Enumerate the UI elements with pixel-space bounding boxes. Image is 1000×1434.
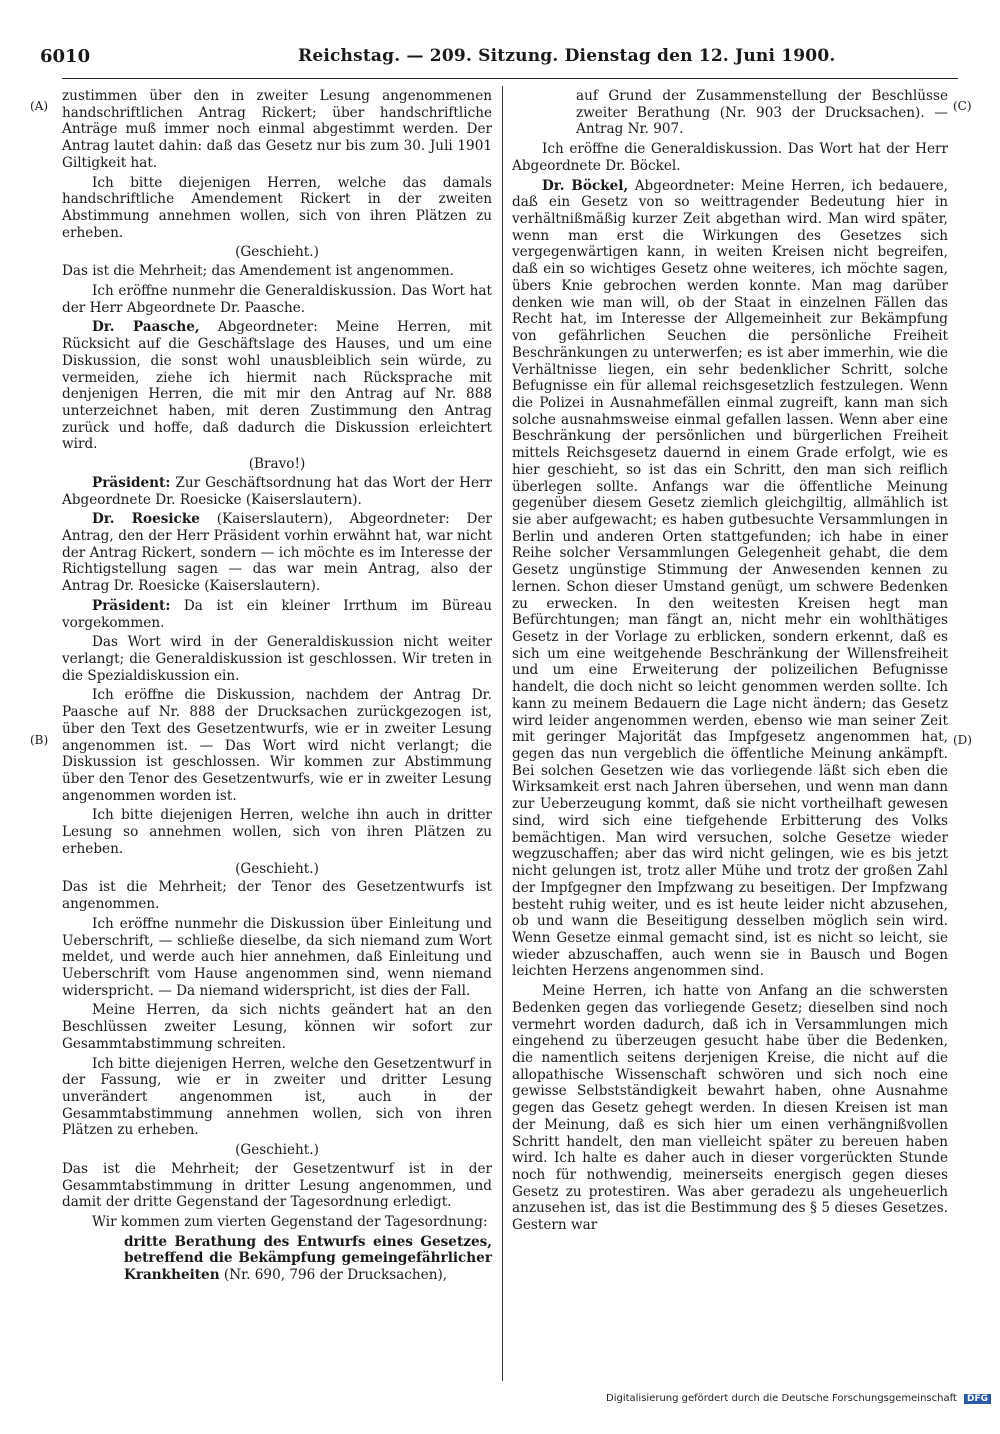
running-title: Reichstag. — 209. Sitzung. Dienstag den 12. Juni 1900. <box>298 46 836 66</box>
dfg-logo: DFG <box>964 1394 991 1404</box>
stage-direction: (Geschieht.) <box>235 860 319 877</box>
speaker-name: Präsident: <box>92 474 171 491</box>
margin-mark-c: (C) <box>953 99 972 113</box>
column-divider <box>502 86 503 1381</box>
stage-direction: (Geschieht.) <box>235 244 319 261</box>
speech-text: Abgeordneter: Meine Herren, mit Rücksicht auf die Geschäftslage des Hauses, und um eine Diskussion, die sonst wohl unausbleiblich sein würde, zu vermeiden, ziehe ich hiermit nach Rücksprache mit denjenigen Herren, die mit mir den Antrag auf Nr. 888 unterzeichnet haben, mit deren Zustimmung den Antrag zurück und hoffe, daß dadurch die Diskussion erleichtert wird. <box>62 319 492 453</box>
agenda-item-continued: auf Grund der Zusammenstellung der Beschlüsse zweiter Berathung (Nr. 903 der Drucksachen). — Antrag Nr. 907. <box>576 88 948 138</box>
margin-mark-a: (A) <box>30 99 49 113</box>
speech-paragraph <box>62 511 492 595</box>
speaker-name: Dr. Paasche, <box>92 319 200 336</box>
speaker-name: Präsident: <box>92 597 171 614</box>
paragraph: Wir kommen zum vierten Gegenstand der Tagesordnung: <box>92 1214 488 1230</box>
speech-text: (Kaiserslautern), Abgeordneter: Der Antrag, den der Herr Präsident vorhin erwähnt hat, war nicht der Antrag Rickert, sondern — ich möchte es im Interesse der Richtigstellung sagen — das war mein Antrag, also der Antrag Dr. Roesicke (Kaiserslautern). <box>62 511 492 595</box>
header-rule <box>62 78 958 79</box>
paragraph: zustimmen über den in zweiter Lesung angenommenen handschriftlichen Antrag Rickert; über handschriftliche Anträge muß immer noch einmal abgestimmt werden. Der Antrag lautet dahin: daß das Gesetz nur bis zum 30. Juli 1901 Giltigkeit hat. <box>62 88 492 171</box>
stage-direction: (Geschieht.) <box>235 1142 319 1159</box>
paragraph: Meine Herren, da sich nichts geändert hat an den Beschlüssen zweiter Lesung, können wir sofort zur Gesammtabstimmung schreiten. <box>62 1002 492 1052</box>
paragraph: Das Wort wird in der Generaldiskussion nicht weiter verlangt; die Generaldiskussion ist geschlossen. Wir treten in die Spezialdiskussion ein. <box>62 634 492 684</box>
speech-paragraph <box>62 598 492 631</box>
paragraph: Ich eröffne die Diskussion, nachdem der Antrag Dr. Paasche auf Nr. 888 der Drucksachen zurückgezogen ist, über den Text des Gesetzentwurfs, wie er in zweiter Lesung angenommen ist. — Das Wort wird nicht verlangt; die Diskussion ist geschlossen. Wir kommen zur Abstimmung über den Tenor des Gesetzentwurfs, wie er in zweiter Lesung angenommen worden ist. <box>62 687 492 804</box>
speaker-name: Dr. Böckel, <box>542 177 629 194</box>
speech-paragraph <box>62 475 492 508</box>
speech-text: Da ist ein kleiner Irrthum im Büreau vorgekommen. <box>62 597 492 631</box>
paragraph: Ich eröffne nunmehr die Generaldiskussion. Das Wort hat der Herr Abgeordnete Dr. Paasche. <box>62 282 492 316</box>
speech-text: Zur Geschäftsordnung hat das Wort der Herr Abgeordnete Dr. Roesicke (Kaiserslautern). <box>62 474 492 508</box>
margin-mark-b: (B) <box>30 733 49 747</box>
paragraph: Meine Herren, ich hatte von Anfang an die schwersten Bedenken gegen das vorliegende Gesetz; dieselben sind noch vermehrt worden dadurch, daß ich in Versammlungen mich eingehend zu überzeugen gesucht habe über die Bedenken, die namentlich seitens derjenigen Kreise, die nicht auf die allopathische Wissenschaft schwören und sich noch eine gewisse Selbstständigkeit bewahrt haben, ohne Ausnahme gegen das Gesetz gehegt werden. In diesen Kreisen ist man der Meinung, daß es sich hier um einen verhängnißvollen Schritt handelt, den man vielleicht später zu bereuen haben wird. Ich halte es daher auch in dieser vorgerückten Stunde noch für nothwendig, meinerseits energisch gegen dieses Gesetz zu protestiren. Was aber geradezu als ungeheuerlich anzusehen ist, das ist die Bestimmung des § 5 dieses Gesetzes. Gestern war <box>512 983 948 1234</box>
right-column <box>512 88 948 1237</box>
credit-text: Digitalisierung gefördert durch die Deutsche Forschungsgemeinschaft <box>606 1393 957 1404</box>
paragraph: Ich bitte diejenigen Herren, welche ihn auch in dritter Lesung so annehmen wollen, sich von ihren Plätzen zu erheben. <box>62 807 492 857</box>
left-column <box>62 88 492 1287</box>
speech-paragraph <box>62 319 492 453</box>
paragraph: Ich bitte diejenigen Herren, welche den Gesetzentwurf in der Fassung, wie er in zweiter und dritter Lesung unverändert angenommen ist, auch in der Gesammtabstimmung annehmen wollen, sich von ihren Plätzen zu erheben. <box>62 1055 492 1139</box>
paragraph: Ich eröffne nunmehr die Diskussion über Einleitung und Ueberschrift, — schließe dieselbe, da sich niemand zum Wort meldet, und werde auch hier annehmen, daß Einleitung und Ueberschrift vom Hause angenommen sind, wenn niemand widerspricht. — Da niemand widerspricht, ist dies der Fall. <box>62 915 492 999</box>
page-number: 6010 <box>40 46 91 67</box>
speaker-name: Dr. Roesicke <box>92 511 200 528</box>
paragraph: Das ist die Mehrheit; das Amendement ist angenommen. <box>62 263 454 280</box>
agenda-item <box>62 1234 492 1284</box>
paragraph: Das ist die Mehrheit; der Tenor des Gesetzentwurfs ist angenommen. <box>62 879 492 913</box>
digitization-credit <box>606 1393 991 1404</box>
page-header <box>40 44 960 74</box>
agenda-item-reference: (Nr. 690, 796 der Drucksachen), <box>219 1267 448 1284</box>
speech-text: Abgeordneter: Meine Herren, ich bedauere, daß ein Gesetz von so weittragender Bedeutung hier in verhältnißmäßig kurzer Zeit abgethan wird. Man wird später, wenn man erst die Wirkungen des Gesetzes sich vergegenwärtigen kann, in weiten Kreisen nicht begreifen, daß ein so wichtiges Gesetz ohne weiteres, ich möchte sagen, übers Knie gebrochen werden konnte. Man mag darüber denken wie man will, ob der Staat in einzelnen Fällen das Recht hat, im Interesse der Allgemeinheit zur Bekämpfung von gefährlichen Seuchen die persönliche Freiheit Beschränkungen zu unterwerfen; es ist aber immerhin, wie die Verhältnisse liegen, ein sehr bedenklicher Schritt, solche Befugnisse ein für allemal reichsgesetzlich festzulegen. Wenn die Polizei in Ausnahmefällen einmal zugreift, kann man sich solche ausnahmsweise einmal gefallen lassen. Wenn aber eine Beschränkung der persönlichen und bürgerlichen Freiheit mittels Reichsgesetz dauernd in einem Grade erfolgt, wie es hier geschieht, so ist das ein Schritt, den man sich reiflich überlegen sollte. Anfangs war die öffentliche Meinung gegenüber diesem Gesetz ziemlich gleichgiltig, allmählich ist sie aber aufgewacht; es haben gutbesuchte Versammlungen in Berlin und anderen Orten stattgefunden; ich habe in einer Reihe solcher Versammlungen Gelegenheit gehabt, die dem Gesetz ungünstige Stimmung der Anwesenden kennen zu lernen. Schon dieser Umstand genügt, um schwere Bedenken zu erwecken. In den weitesten Kreisen hegt man Befürchtungen; man fängt an, nicht mehr ein wohlthätiges Gesetz in der Vorlage zu erblicken, sondern erkennt, daß es sich um eine weitgehende Beschränkung der Willensfreiheit und um eine Erweiterung der polizeilichen Befugnisse handelt, die doch nicht so leicht genommen werden sollte. Ich kann zu meinem Bedauern die Lage nicht ändern; das Gesetz wird leider angenommen werden, ebenso wie man seiner Zeit mit geringer Majorität das Impfgesetz angenommen hat, gegen das nun vergeblich die öffentliche Meinung ankämpft. Bei solchen Gesetzen wie das vorliegende läßt sich eben die Wirksamkeit erst nach Jahren übersehen, und wenn man dann zur Ueberzeugung kommt, daß sie nicht vortheilhaft gewesen sind, wird sich eine tiefgehende Erbitterung des Volks bemächtigen. Man wird versuchen, solche Gesetze wieder wegzuschaffen; aber das wird nicht gelingen, wie es bis jetzt nicht gelungen ist, trotz aller Mühe und trotz der großen Zahl der Impfgegner den Impfzwang zu beseitigen. Der Impfzwang besteht ruhig weiter, und es ist heute leider nicht abzusehen, ob und wann die Beseitigung desselben möglich sein wird. Wenn Gesetze einmal gemacht sind, ist es nicht so leicht, sie wieder abzuschaffen, auch wenn sie in Bausch und Bogen leichten Herzens angenommen sind. <box>512 177 948 980</box>
stage-direction: (Bravo!) <box>248 456 306 473</box>
paragraph: Ich bitte diejenigen Herren, welche das damals handschriftliche Amendement Rickert in der zweiten Abstimmung annehmen wollen, sich von ihren Plätzen zu erheben. <box>62 174 492 241</box>
paragraph: Ich eröffne die Generaldiskussion. Das Wort hat der Herr Abgeordnete Dr. Böckel. <box>512 141 948 174</box>
agenda-item-title: dritte Berathung des Entwurfs eines Gesetzes, betreffend die Bekämpfung gemeingefährlicher Krankheiten <box>124 1233 492 1284</box>
speech-paragraph <box>512 178 948 981</box>
margin-mark-d: (D) <box>953 733 972 747</box>
paragraph: Das ist die Mehrheit; der Gesetzentwurf ist in der Gesammtabstimmung in dritter Lesung angenommen, und damit der dritte Gegenstand der Tagesordnung erledigt. <box>62 1160 492 1211</box>
